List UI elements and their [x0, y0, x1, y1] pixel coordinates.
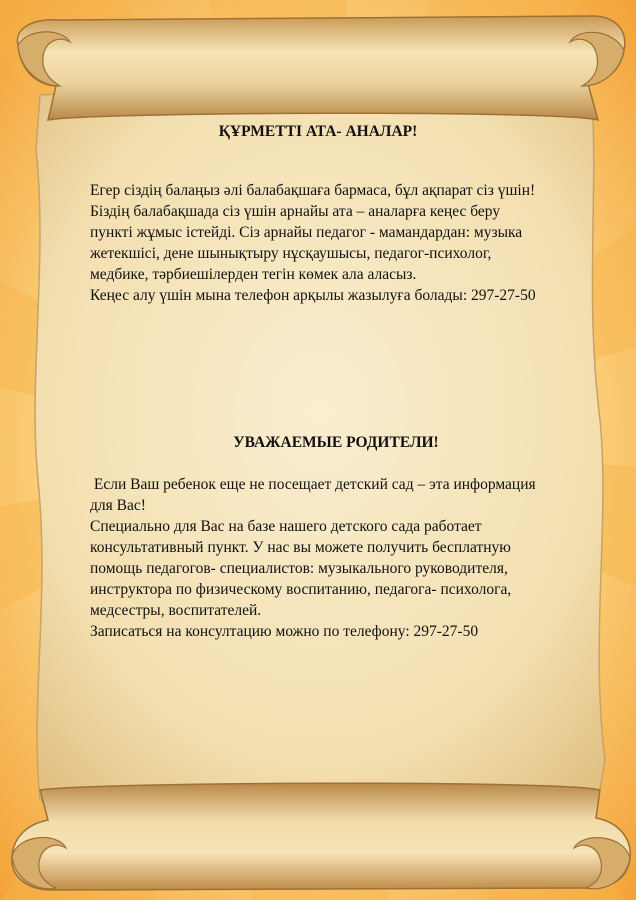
russian-line: консультативный пункт. У нас вы можете получить бесплатную [90, 539, 511, 556]
russian-heading: УВАЖАЕМЫЕ РОДИТЕЛИ! [233, 434, 439, 451]
bottom-scroll-roll [12, 783, 630, 890]
russian-line: Специально для Вас на базе нашего детского сада работает [90, 518, 482, 535]
kazakh-line: Біздің балабақшада сіз үшін арнайы ата – аналарға кеңес беру [90, 203, 501, 220]
russian-text [90, 474, 600, 642]
kazakh-text [90, 180, 600, 306]
kazakh-line: Егер сіздің балаңыз әлі балабақшаға бармаса, бұл ақпарат сіз үшін! [90, 182, 536, 199]
russian-line: для Вас! [90, 497, 146, 514]
kazakh-line: медбике, тәрбиешілерден тегін көмек ала аласыз. [90, 266, 417, 283]
russian-line: медсестры, воспитателей. [90, 602, 262, 619]
kazakh-line: жетекшісі, дене шынықтыру нұсқаушысы, педагог-психолог, [90, 245, 492, 262]
top-scroll-roll [17, 16, 624, 120]
russian-line: Записаться на консултацию можно по телефону: 297-27-50 [90, 623, 479, 640]
russian-line: помощь педагогов- специалистов: музыкального руководителя, [90, 560, 508, 577]
kazakh-line: Кеңес алу үшін мына телефон арқылы жазылуға болады: 297-27-50 [90, 287, 536, 304]
kazakh-line: пункті жұмыс істейді. Сіз арнайы педагог - мамандардан: музыка [90, 224, 523, 241]
russian-line: инструктора по физическому воспитанию, педагога- психолога, [90, 581, 512, 598]
kazakh-heading: ҚҰРМЕТТІ АТА- АНАЛАР! [218, 123, 418, 140]
russian-line: Если Ваш ребенок еще не посещает детский сад – эта информация [90, 476, 536, 493]
